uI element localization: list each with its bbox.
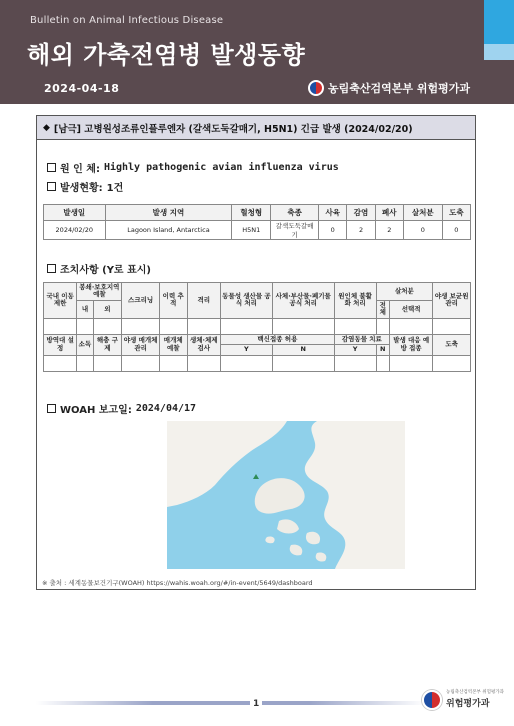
measure-value — [272, 318, 334, 334]
measure-header: 원인체 불활화 처리 — [334, 283, 376, 319]
table-cell: 갈색도둑갈매기 — [271, 221, 319, 240]
table-header: 발생 지역 — [105, 205, 232, 221]
measure-value — [44, 318, 77, 334]
table-cell: 0 — [442, 221, 470, 240]
measures-table — [43, 282, 471, 372]
measure-value — [390, 318, 433, 334]
government-logo-icon — [308, 80, 324, 96]
header-accent — [484, 0, 514, 44]
measure-header: 야생 보균원 관리 — [433, 283, 471, 319]
measure-header: 발생 대응 예방 접종 — [390, 334, 433, 355]
government-logo-icon — [422, 690, 442, 710]
measure-header: 격리 — [187, 283, 221, 319]
outbreak-location-map — [167, 421, 405, 569]
measure-header: 살처분 — [376, 283, 433, 301]
pathogen-label: 원 인 체: — [60, 164, 100, 175]
measure-header: 동물성 생산물 공식 처리 — [221, 283, 273, 319]
measure-value — [159, 355, 187, 371]
status-line — [47, 179, 123, 194]
measure-subheader: N — [272, 345, 334, 355]
measure-value — [221, 318, 273, 334]
measure-value — [122, 318, 160, 334]
measure-header: 스크리닝 — [122, 283, 160, 319]
measure-subheader: Y — [334, 345, 376, 355]
table-header: 축종 — [271, 205, 319, 221]
measure-subheader: 전체 — [376, 300, 389, 318]
measure-value — [272, 355, 334, 371]
org-label — [308, 80, 470, 96]
checkbox-icon — [47, 163, 56, 172]
measure-value — [390, 355, 433, 371]
measure-header: 사체·부산물·폐기물 공식 처리 — [272, 283, 334, 319]
measure-value — [376, 355, 389, 371]
pathogen-value: Highly pathogenic avian influenza virus — [103, 162, 339, 173]
table-header: 발생일 — [44, 205, 106, 221]
table-header-row — [44, 205, 471, 221]
table-row — [44, 221, 471, 240]
map-island — [265, 536, 274, 543]
table-cell: 0 — [403, 221, 442, 240]
measure-value — [433, 318, 471, 334]
bulletin-label: Bulletin on Animal Infectious Disease — [30, 15, 224, 26]
measure-value — [334, 355, 376, 371]
footer-divider — [36, 701, 426, 705]
measures-line — [47, 261, 151, 276]
table-cell: H5N1 — [232, 221, 271, 240]
footer-org-big: 위험평가과 — [446, 698, 490, 709]
checkbox-icon — [47, 264, 56, 273]
footer-org-small: 농림축산검역본부 위험평가과 — [446, 690, 504, 696]
woah-line — [47, 401, 196, 416]
measure-subheader: 외 — [93, 300, 122, 318]
measure-value — [159, 318, 187, 334]
pathogen-line — [47, 160, 339, 175]
measure-header: 백신접종 허용 — [221, 334, 335, 344]
measure-header: 야생 매개체 관리 — [122, 334, 160, 355]
table-cell: Lagoon Island, Antarctica — [105, 221, 232, 240]
measure-value — [376, 318, 389, 334]
measure-value — [122, 355, 160, 371]
table-header: 폐사 — [375, 205, 403, 221]
measure-subheader: N — [376, 345, 389, 355]
org-name: 농림축산검역본부 위험평가과 — [328, 82, 470, 95]
diamond-bullet-icon: ◆ — [43, 122, 50, 133]
measure-header: 이력 추적 — [159, 283, 187, 319]
table-cell: 2 — [375, 221, 403, 240]
card-title — [37, 116, 475, 140]
measure-header: 봉쇄·보호지역 예찰 — [77, 283, 122, 301]
measure-header: 해충 구제 — [93, 334, 122, 355]
table-header: 혈청형 — [232, 205, 271, 221]
report-date: 2024-04-18 — [44, 82, 120, 95]
measure-header: 국내 이동 제한 — [44, 283, 77, 319]
source-note: ※ 출처 : 세계동물보건기구(WOAH) https://wahis.woah.org/#/in-event/5649/dashboard — [42, 579, 313, 587]
measure-subheader: 내 — [77, 300, 93, 318]
table-header: 감염 — [347, 205, 375, 221]
status-value: 1건 — [106, 183, 124, 194]
header-accent-light — [484, 44, 514, 60]
table-header: 사육 — [319, 205, 347, 221]
checkbox-icon — [47, 404, 56, 413]
measure-subheader: Y — [221, 345, 273, 355]
checkbox-icon — [47, 182, 56, 191]
report-card — [36, 115, 476, 590]
measures-label: 조치사항 (Y로 표시) — [60, 265, 151, 276]
table-header: 살처분 — [403, 205, 442, 221]
status-label: 발생현황: — [60, 183, 103, 194]
table-cell: 2 — [347, 221, 375, 240]
outbreak-table — [43, 204, 471, 240]
page-title: 해외 가축전염병 발생동향 — [27, 41, 306, 69]
measure-subheader: 선택적 — [390, 300, 433, 318]
woah-label: WOAH 보고일: — [60, 405, 132, 416]
measure-header: 매개체 예찰 — [159, 334, 187, 355]
measure-header: 감염동물 치료 — [334, 334, 389, 344]
measure-value — [187, 318, 221, 334]
measure-value — [187, 355, 221, 371]
measure-header: 도축 — [433, 334, 471, 355]
table-cell: 0 — [319, 221, 347, 240]
table-header: 도축 — [442, 205, 470, 221]
measure-value — [77, 355, 93, 371]
card-title-text: [남극] 고병원성조류인플루엔자 (갈색도둑갈매기, H5N1) 긴급 발생 (2024/02/20) — [53, 123, 413, 135]
measure-value — [221, 355, 273, 371]
measure-header: 생체·체제 검사 — [187, 334, 221, 355]
measure-value — [77, 318, 93, 334]
footer-org — [422, 690, 504, 710]
measure-value — [93, 318, 122, 334]
page-number: 1 — [250, 699, 262, 709]
header-banner — [0, 0, 514, 104]
woah-date: 2024/04/17 — [135, 403, 197, 414]
measure-value — [44, 355, 77, 371]
measure-value — [93, 355, 122, 371]
table-cell: 2024/02/20 — [44, 221, 106, 240]
measure-value — [433, 355, 471, 371]
measure-header: 방역대 설정 — [44, 334, 77, 355]
measure-header: 소독 — [77, 334, 93, 355]
map-graphic — [167, 421, 405, 569]
measure-value — [334, 318, 376, 334]
